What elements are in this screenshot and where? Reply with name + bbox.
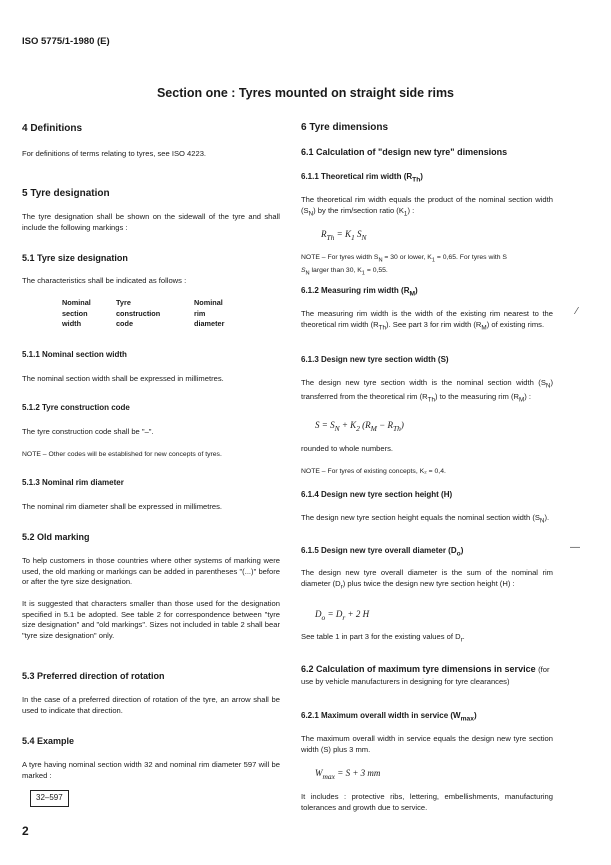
markings-cell: Nominal <box>194 298 223 307</box>
formula-wmax: $W_{max} = S + 3$ mm <box>315 768 381 781</box>
example-text: A tyre having nominal section width 32 and nominal rim diameter 597 will be marked : <box>22 760 280 780</box>
heading-5-1-3: 5.1.3 Nominal rim diameter <box>22 478 124 487</box>
heading-6-1-1: 6.1.1 Theoretical rim width $(R_{Th})$ <box>301 172 423 184</box>
markings-cell: Tyre <box>116 298 131 307</box>
tyre-designation-text: The tyre designation shall be shown on the sidewall of the tyre and shall include the following markings : <box>22 212 280 232</box>
note-part: = 0,55. <box>364 266 388 274</box>
text-part: ) by the rim/section ratio (K <box>313 205 404 215</box>
text-part: The design new tyre section width is the nominal section width (S <box>301 378 546 387</box>
heading-6-2 <box>301 664 553 687</box>
heading-text: 6.1.2 Measuring rim width (R <box>301 286 410 295</box>
includes-text: It includes : protective ribs, lettering, embellishments, manufacturing tolerances and growth due to service. <box>301 792 553 812</box>
tyre-size-designation-text: The characteristics shall be indicated as follows : <box>22 276 187 285</box>
text-part: ) : <box>407 205 415 215</box>
markings-table <box>62 298 224 330</box>
markings-cell: code <box>116 319 134 328</box>
markings-cell: construction <box>116 308 161 318</box>
heading-6-1: 6.1 Calculation of "design new tyre" dimensions <box>301 147 508 157</box>
heading-text: 6.1.1 Theoretical rim width (R <box>301 172 413 181</box>
markings-cell: width <box>62 319 82 328</box>
text-part: ). <box>544 513 550 522</box>
formula-s: $S = S_N + K_2$ $(R_M - R_{Th})$ <box>315 420 404 433</box>
nominal-section-width-text: The nominal section width shall be expressed in millimetres. <box>22 374 224 383</box>
heading-6-1-4: 6.1.4 Design new tyre section height (H) <box>301 490 453 499</box>
note-part: = 30 or lower, K <box>382 254 432 261</box>
heading-6-1-3: 6.1.3 Design new tyre section width (S) <box>301 355 449 364</box>
text-part: The measuring rim width is the width of the existing rim nearest to the theoretical rim width (R <box>301 309 553 329</box>
subscript: Th <box>412 176 421 184</box>
note-part: = 0,65. For tyres with S <box>435 254 507 261</box>
formula-symbol: R <box>321 229 327 239</box>
markings-col-1 <box>62 298 116 330</box>
text-part: See table 1 in part 3 for the existing values of D <box>301 632 461 641</box>
heading-6-1-2: 6.1.2 Measuring rim width $(R_M)$ <box>301 286 418 298</box>
formula-rth: $R_{Th} = K_1$ $S_N$ <box>321 229 367 242</box>
max-width-text: The maximum overall width in service equals the design new tyre section width (S) plus 3 mm. <box>301 734 553 754</box>
direction-text: In the case of a preferred direction of rotation of the tyre, an arrow shall be used to indicate that direction. <box>22 695 280 715</box>
measuring-rim-text: The measuring rim width is the width of the existing rim nearest to the theoretical rim width $(R_{Th})$. See part 3 for rim width $(R_M)$ of existing rims. <box>301 309 553 332</box>
heading-5-4-example: 5.4 Example <box>22 736 75 746</box>
markings-cell: rim <box>194 308 206 318</box>
old-marking-text-2: It is suggested that characters smaller than those used for the designation specified in 5.1 be adopted. See table 2 for correspondence between "tyre size designation" and "old markings". Sizes not included in table 2 shall bear "tyre size designation" only. <box>22 599 280 640</box>
heading-6-2-1: 6.2.1 Maximum overall width in service $(W_{max})$ <box>301 711 477 723</box>
markings-col-2 <box>116 298 194 330</box>
heading-text: 6.1.5 Design new tyre overall diameter (D <box>301 546 457 555</box>
theoretical-rim-text: The theoretical rim width equals the product of the nominal section width $(S_N)$ by the rim/section ratio $(K_1)$ : <box>301 195 553 218</box>
section-width-note: NOTE – For tyres of existing concepts, K₂ = 0,4. <box>301 468 446 475</box>
text-part: ) plus twice the design new tyre section height (H) : <box>342 578 515 588</box>
text-part: ). See part 3 for rim width (R <box>386 319 482 329</box>
note-part: larger than 30, K <box>309 266 362 274</box>
heading-5-2-old-marking: 5.2 Old marking <box>22 532 90 542</box>
margin-mark: ⁄ <box>576 306 578 317</box>
heading-text: 6.2.1 Maximum overall width in service (W <box>301 711 461 720</box>
markings-cell: Nominal <box>62 298 91 307</box>
text-part: ) transferred from the theoretical rim (R <box>301 378 553 402</box>
heading-5-1-2: 5.1.2 Tyre construction code <box>22 403 130 412</box>
construction-code-note: NOTE – Other codes will be established for new concepts of tyres. <box>22 451 222 458</box>
heading-6-1-5: 6.1.5 Design new tyre overall diameter $(D_o)$ <box>301 546 464 558</box>
heading-5-1-1: 5.1.1 Nominal section width <box>22 350 127 359</box>
page-number: 2 <box>22 824 29 838</box>
text-part: ) : <box>524 392 532 402</box>
construction-code-text: The tyre construction code shall be "–". <box>22 427 154 436</box>
heading-5-tyre-designation: 5 Tyre designation <box>22 188 110 199</box>
text-part: The theoretical rim width equals the product of the nominal section width (S <box>301 195 553 215</box>
heading-6-tyre-dimensions: 6 Tyre dimensions <box>301 122 389 133</box>
heading-subtext: (for use by vehicle manufacturers in designing for tyre clearances) <box>301 665 550 686</box>
theoretical-rim-note: NOTE – For tyres width $S_N = 30$ or lower, $K_1 = 0,65$. For tyres with S $S_N$ larger than 30, $K_1 = 0,55$. <box>301 254 507 277</box>
heading-5-3-direction: 5.3 Preferred direction of rotation <box>22 671 165 681</box>
text-part: ) of existing rims. <box>486 319 545 329</box>
section-width-text: The design new tyre section width is the nominal section width $(S_N)$ transferred from the theoretical rim $(R_{Th})$ to the measuring rim $(R_M)$ : <box>301 378 553 404</box>
formula-do: $D_o = D_r + 2$ H <box>315 609 370 622</box>
heading-text: 6.2 Calculation of maximum tyre dimensions in service <box>301 664 536 674</box>
section-title: Section one : Tyres mounted on straight side rims <box>156 86 455 100</box>
section-height-text: The design new tyre section height equals the nominal section width $(S_N)$. <box>301 513 550 525</box>
document-header: ISO 5775/1-1980 (E) <box>22 36 110 47</box>
text-part: ) to the measuring rim (R <box>435 392 519 402</box>
example-marking-box: 32–597 <box>30 790 69 807</box>
text-part: The design new tyre overall diameter is the sum of the nominal rim diameter (D <box>301 568 553 588</box>
text-part: The design new tyre section height equals the nominal section width (S <box>301 513 540 522</box>
markings-cell: diameter <box>194 319 225 328</box>
markings-cell: section <box>62 308 88 318</box>
existing-values-text: See table 1 in part 3 for the existing values of $D_r$. <box>301 632 465 644</box>
heading-5-1-tyre-size-designation: 5.1 Tyre size designation <box>22 253 128 263</box>
definitions-text: For definitions of terms relating to tyres, see ISO 4223. <box>22 149 207 158</box>
example-box-wrap <box>30 790 69 807</box>
overall-diameter-text: The design new tyre overall diameter is the sum of the nominal rim diameter $(D_r)$ plus twice the design new tyre section height (H) : <box>301 568 553 591</box>
note-part: NOTE – For tyres width S <box>301 254 379 261</box>
rounded-text: rounded to whole numbers. <box>301 444 394 453</box>
markings-col-3 <box>194 298 224 330</box>
nominal-rim-diameter-text: The nominal rim diameter shall be expressed in millimetres. <box>22 502 223 511</box>
heading-4-definitions: 4 Definitions <box>22 123 83 134</box>
margin-dash: — <box>570 542 580 553</box>
old-marking-text-1: To help customers in those countries where other systems of marking were used, the old marking or markings can be added in parentheses "(...)" before or after the tyre size designation. <box>22 556 280 586</box>
